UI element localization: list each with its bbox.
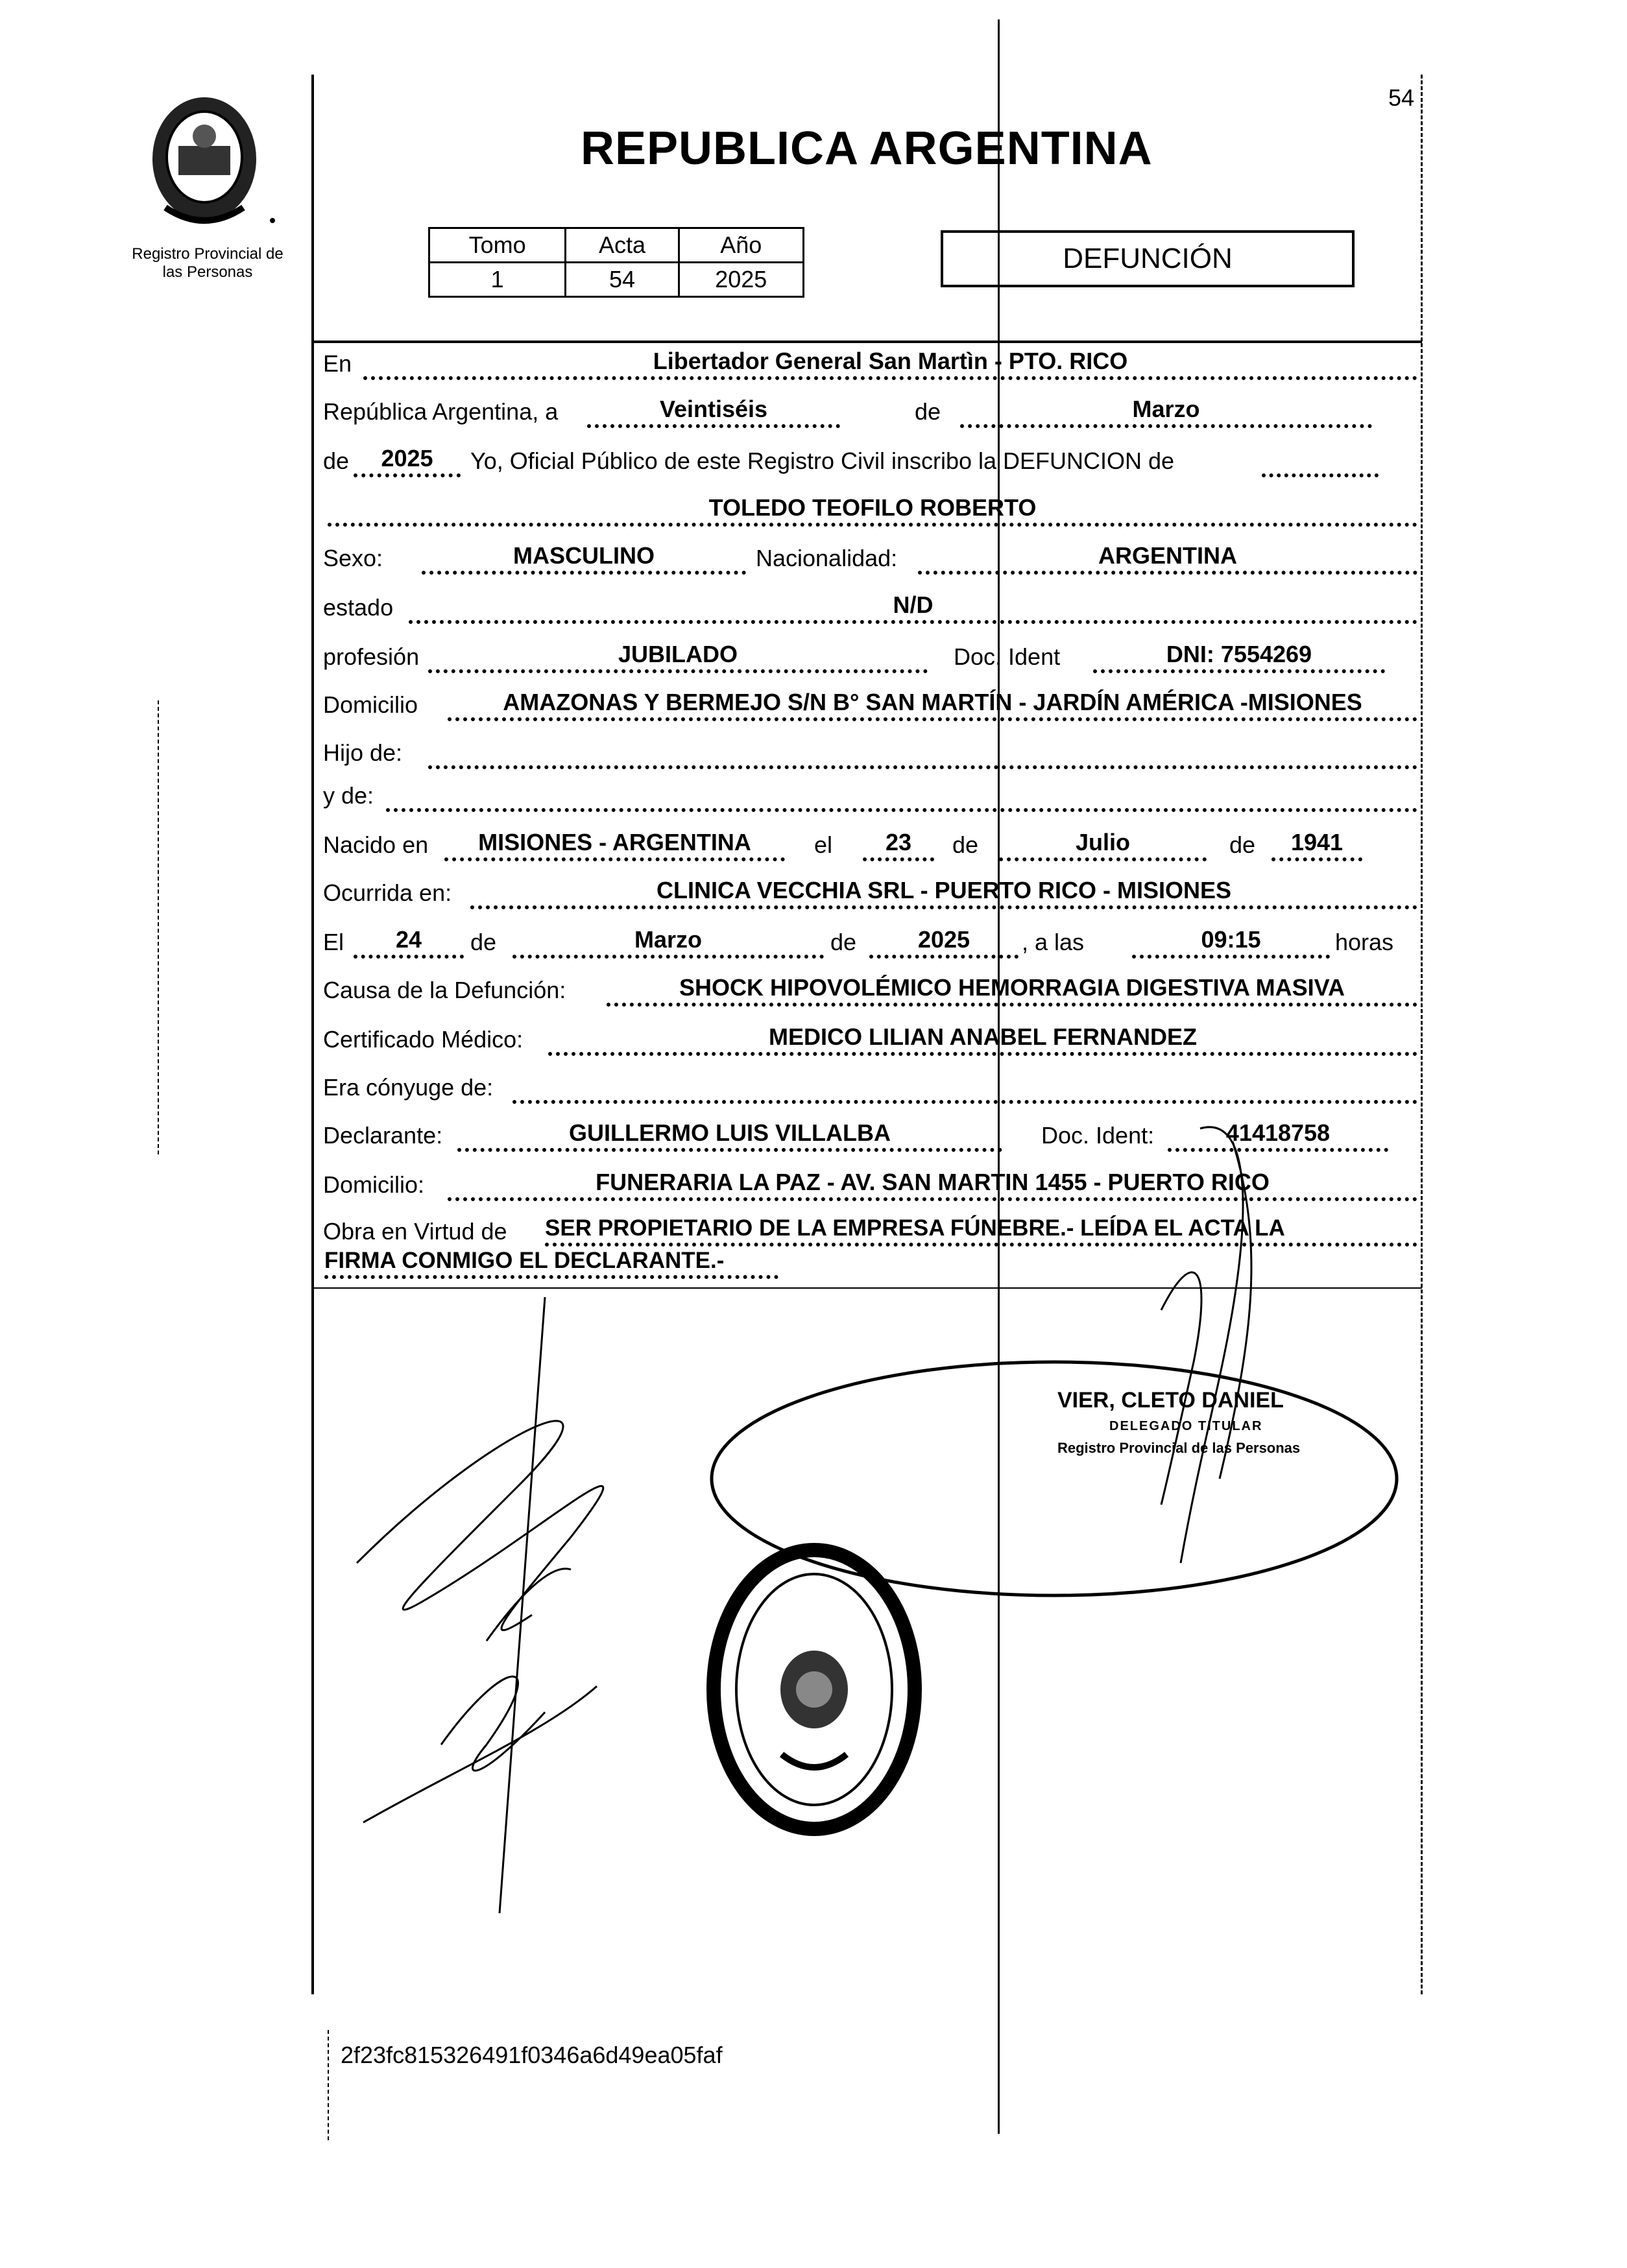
domicilio-value: AMAZONAS Y BERMEJO S/N B° SAN MARTÍN - JARDÍN AMÉRICA -MISIONES	[448, 689, 1417, 721]
decl-dom-label: Domicilio:	[323, 1171, 425, 1198]
decl-doc-value: 41418758	[1168, 1119, 1388, 1152]
place-value: Libertador General San Martìn - PTO. RICO	[363, 348, 1417, 380]
alas-label: , a las	[1022, 929, 1085, 955]
right-margin-rule	[1421, 75, 1423, 1994]
obra-label: Obra en Virtud de	[323, 1218, 507, 1245]
de-d2-label: de	[830, 929, 857, 955]
birth-day-value: 23	[863, 829, 934, 861]
official-name: VIER, CLETO DANIEL	[1057, 1388, 1284, 1413]
decl-dom-value: FUNERARIA LA PAZ - AV. SAN MARTIN 1455 - PUERTO RICO	[448, 1169, 1417, 1201]
tomo-header: Tomo	[429, 228, 566, 263]
registry-caption-line2: las Personas	[162, 263, 253, 281]
en-label: En	[323, 350, 352, 377]
nacido-lugar-value: MISIONES - ARGENTINA	[444, 829, 785, 861]
el2-label: El	[323, 929, 344, 955]
death-year-value: 2025	[869, 926, 1018, 959]
left-scan-edge	[158, 700, 159, 1154]
de-label-1: de	[915, 398, 941, 425]
day-text-value: Veintiséis	[587, 396, 840, 428]
nacido-label: Nacido en	[323, 831, 429, 858]
hijo-label: Hijo de:	[323, 739, 403, 766]
obra-line1-value: SER PROPIETARIO DE LA EMPRESA FÚNEBRE.- LEÍDA EL ACTA LA	[545, 1215, 1417, 1247]
record-table	[428, 227, 804, 298]
anio-header: Año	[679, 228, 803, 263]
officer-blank	[1262, 445, 1379, 477]
republica-label: República Argentina, a	[323, 398, 559, 425]
acta-value: 54	[566, 263, 679, 297]
domicilio-label: Domicilio	[323, 691, 418, 718]
nacionalidad-value: ARGENTINA	[918, 542, 1417, 575]
de-d1-label: de	[470, 929, 497, 955]
page-number: 54	[1388, 84, 1415, 111]
year-value: 2025	[354, 445, 461, 477]
nacionalidad-label: Nacionalidad:	[756, 545, 898, 571]
doc-value: DNI: 7554269	[1093, 641, 1385, 673]
declarante-label: Declarante:	[323, 1122, 443, 1149]
acta-header: Acta	[566, 228, 679, 263]
left-margin-rule	[311, 75, 314, 1994]
conyuge-value	[512, 1071, 1417, 1104]
record-type-box	[941, 230, 1355, 287]
doc-label: Doc. Ident	[954, 643, 1061, 670]
footer-left-rule	[328, 2030, 329, 2140]
conyuge-label: Era cónyuge de:	[323, 1074, 494, 1101]
registry-caption-line1: Registro Provincial de	[132, 245, 283, 263]
estado-value: N/D	[409, 591, 1417, 624]
death-month-value: Marzo	[512, 926, 824, 959]
sexo-value: MASCULINO	[422, 542, 746, 575]
de-b1-label: de	[952, 831, 979, 858]
death-time-value: 09:15	[1132, 926, 1330, 959]
month-text-value: Marzo	[960, 396, 1372, 428]
death-day-value: 24	[354, 926, 464, 959]
certificado-value: MEDICO LILIAN ANABEL FERNANDEZ	[548, 1023, 1417, 1056]
de-label-2: de	[323, 448, 350, 474]
profesion-label: profesión	[323, 643, 420, 670]
declarant-signature	[337, 1291, 791, 1913]
officer-text: Yo, Oficial Público de este Registro Civil inscribo la DEFUNCION de	[470, 448, 1175, 474]
el-label: el	[814, 831, 833, 858]
deceased-name-value: TOLEDO TEOFILO ROBERTO	[328, 494, 1417, 527]
province-logo	[139, 84, 289, 240]
birth-year-value: 1941	[1271, 829, 1362, 861]
sexo-label: Sexo:	[323, 545, 383, 571]
record-type: DEFUNCIÓN	[1063, 243, 1233, 274]
officer-signature	[1142, 1116, 1271, 1570]
official-office: Registro Provincial de las Personas	[1057, 1440, 1301, 1456]
certificado-label: Certificado Médico:	[323, 1026, 524, 1053]
yde-value	[386, 780, 1417, 812]
form-top-rule	[311, 340, 1422, 343]
causa-value: SHOCK HIPOVOLÉMICO HEMORRAGIA DIGESTIVA MASIVA	[607, 974, 1417, 1007]
de-b2-label: de	[1229, 831, 1256, 858]
tomo-value: 1	[429, 263, 566, 297]
anio-value: 2025	[679, 263, 803, 297]
declarante-value: GUILLERMO LUIS VILLALBA	[457, 1119, 1002, 1152]
registry-caption	[110, 245, 305, 281]
profesion-value: JUBILADO	[428, 641, 928, 673]
yde-label: y de:	[323, 782, 374, 809]
obra-line2-value: FIRMA CONMIGO EL DECLARANTE.-	[324, 1248, 778, 1279]
ocurrida-value: CLINICA VECCHIA SRL - PUERTO RICO - MISIONES	[470, 877, 1417, 909]
hijo-value	[428, 737, 1417, 769]
page-title: REPUBLICA ARGENTINA	[581, 123, 1153, 174]
official-role: DELEGADO TITULAR	[1109, 1419, 1263, 1433]
decl-doc-label: Doc. Ident:	[1041, 1122, 1155, 1149]
estado-label: estado	[323, 594, 394, 621]
horas-label: horas	[1335, 929, 1394, 955]
birth-month-value: Julio	[999, 829, 1207, 861]
causa-label: Causa de la Defunción:	[323, 977, 566, 1003]
ocurrida-label: Ocurrida en:	[323, 879, 452, 906]
document-hash: 2f23fc815326491f0346a6d49ea05faf	[341, 2042, 723, 2068]
